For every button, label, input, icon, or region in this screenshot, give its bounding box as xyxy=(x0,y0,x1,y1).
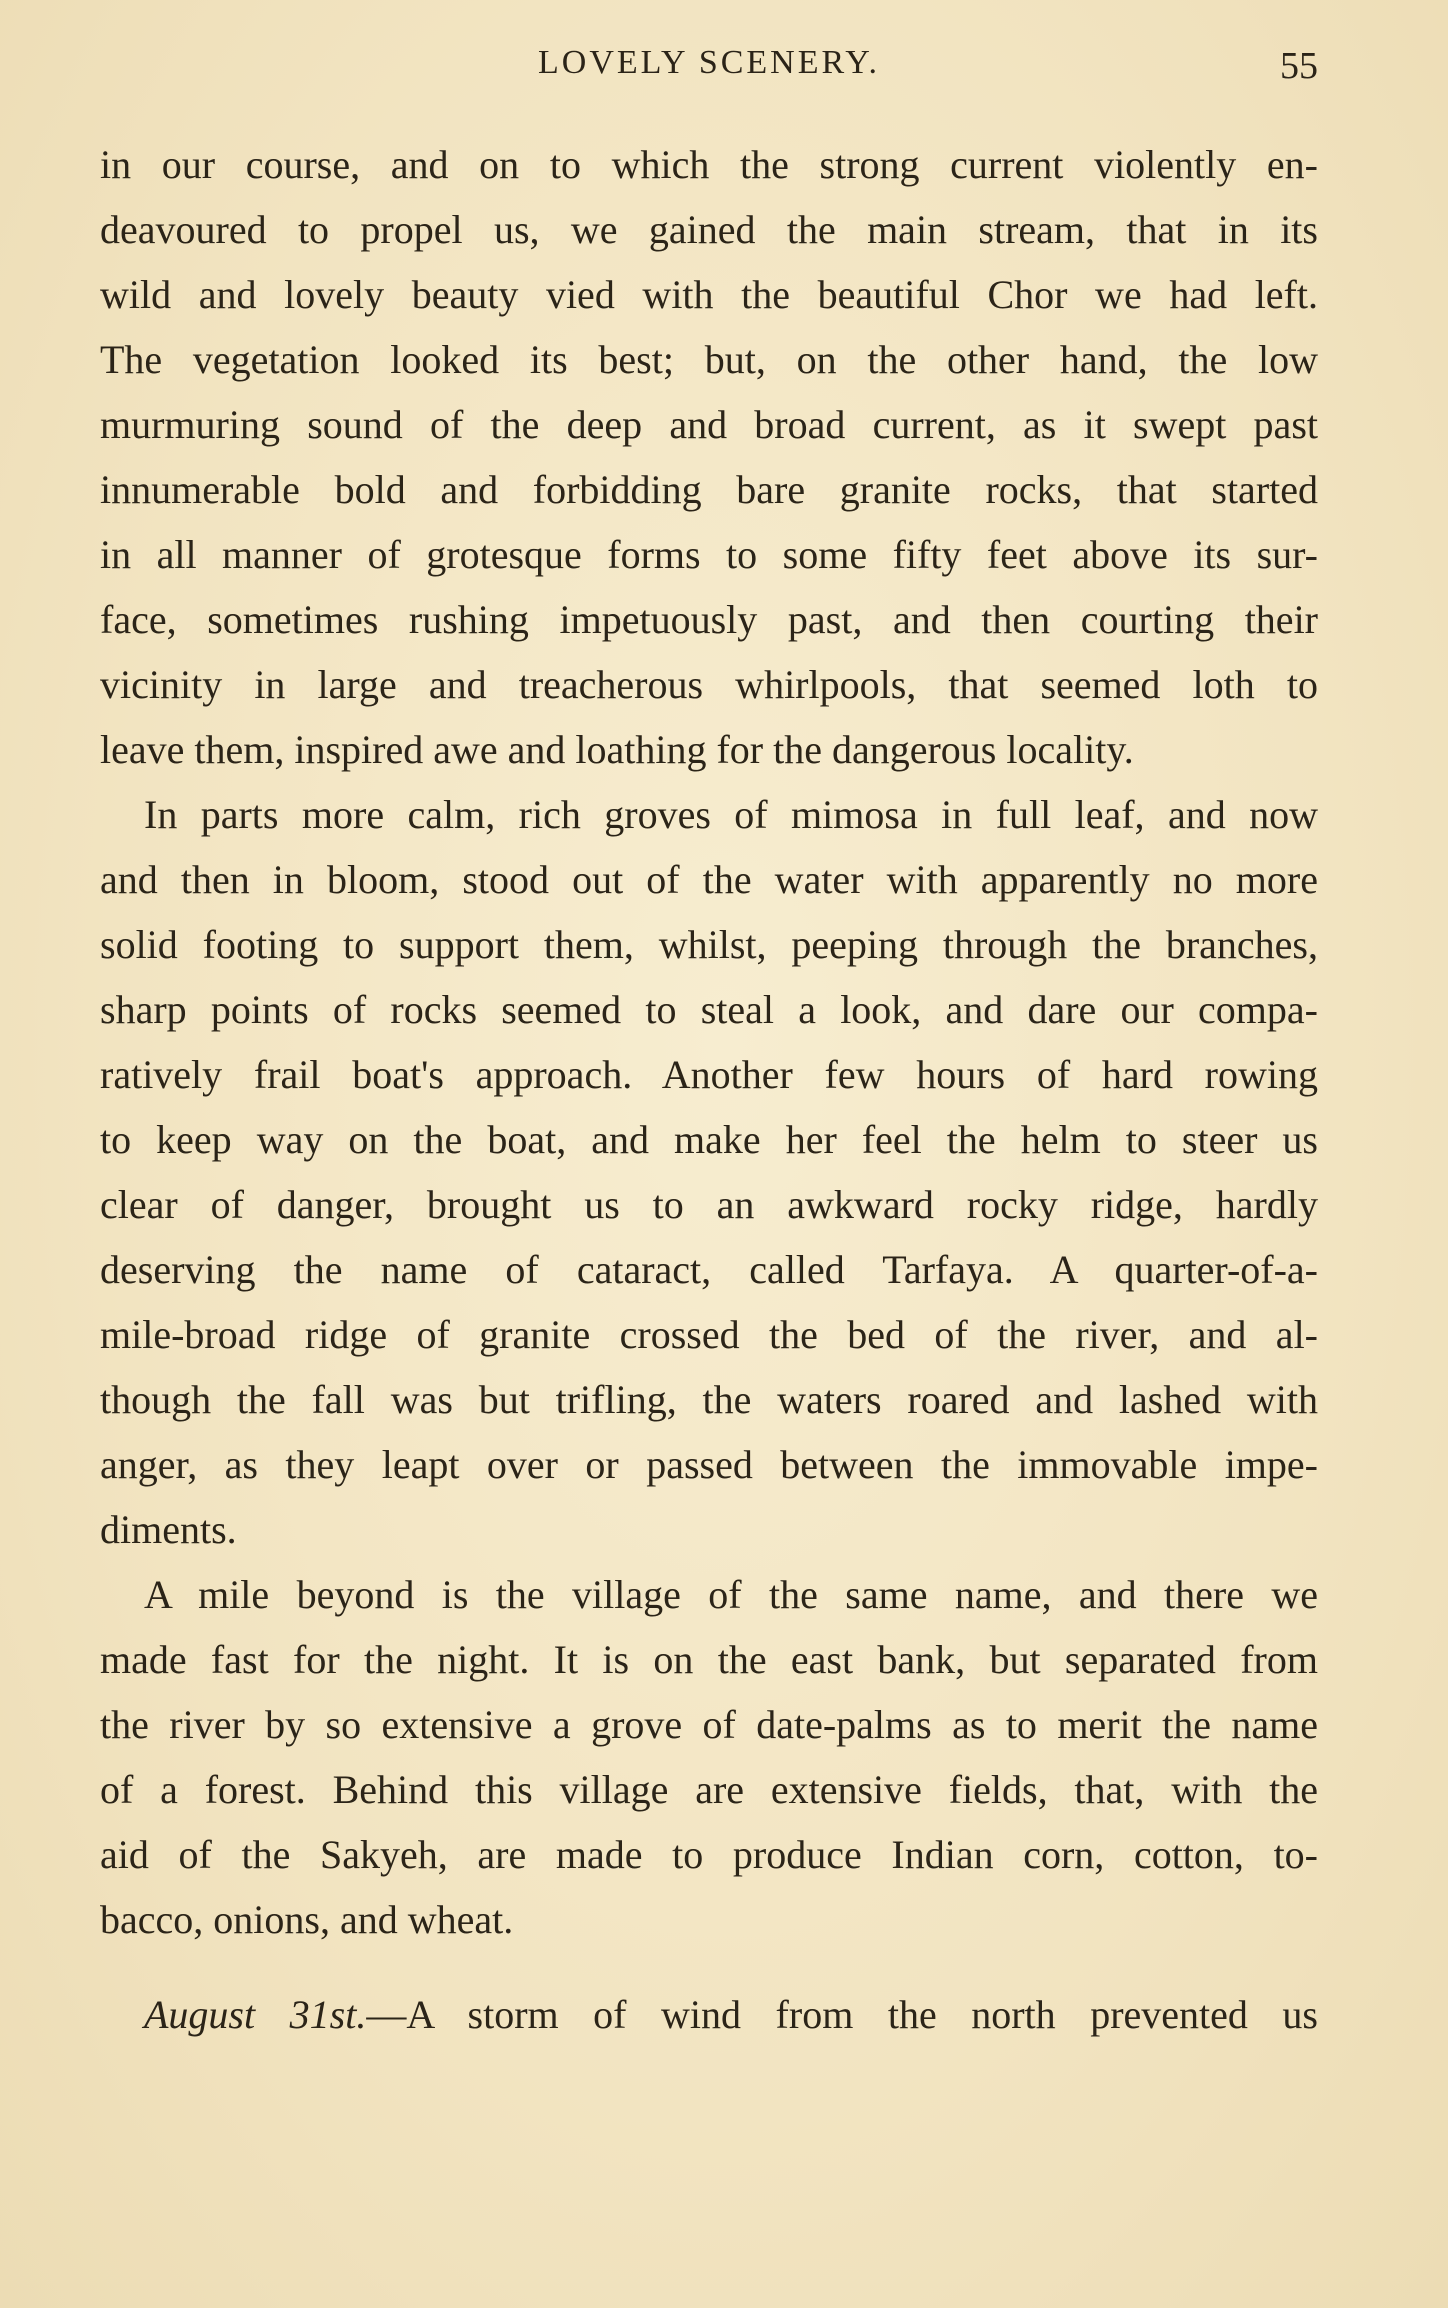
text-line: though the fall was but trifling, the waters roared and lashed with xyxy=(100,1377,1318,1422)
text-line: and then in bloom, stood out of the water with apparently no more xyxy=(100,857,1318,902)
text-line: murmuring sound of the deep and broad current, as it swept past xyxy=(100,402,1318,447)
section-gap xyxy=(100,1952,1318,1982)
body-text xyxy=(100,132,1318,2047)
text-line: clear of danger, brought us to an awkward rocky ridge, hardly xyxy=(100,1182,1318,1227)
text-line: A mile beyond is the village of the same name, and there we xyxy=(144,1572,1318,1617)
text-line: aid of the Sakyeh, are made to produce Indian corn, cotton, to- xyxy=(100,1832,1318,1877)
text-line: in our course, and on to which the strong current violently en- xyxy=(100,142,1318,187)
page-number: 55 xyxy=(1280,45,1318,87)
text-line: ratively frail boat's approach. Another few hours of hard rowing xyxy=(100,1052,1318,1097)
text-line: deserving the name of cataract, called Tarfaya. A quarter-of-a- xyxy=(100,1247,1318,1292)
diary-entry-line xyxy=(100,1982,1318,2047)
text-line: the river by so extensive a grove of date-palms as to merit the name xyxy=(100,1702,1318,1747)
text-line: to keep way on the boat, and make her feel the helm to steer us xyxy=(100,1117,1318,1162)
running-head xyxy=(100,44,1318,94)
text-line: deavoured to propel us, we gained the main stream, that in its xyxy=(100,207,1318,252)
paragraph xyxy=(100,782,1318,1562)
text-line: diments. xyxy=(100,1507,237,1552)
running-title: LOVELY SCENERY. xyxy=(538,44,880,81)
diary-text: —A storm of wind from the north prevented us xyxy=(366,1992,1318,2037)
paragraph xyxy=(100,132,1318,782)
text-line: in all manner of grotesque forms to some fifty feet above its sur- xyxy=(100,532,1318,577)
text-line: In parts more calm, rich groves of mimosa in full leaf, and now xyxy=(144,792,1318,837)
text-line: mile-broad ridge of granite crossed the bed of the river, and al- xyxy=(100,1312,1318,1357)
text-line: innumerable bold and forbidding bare granite rocks, that started xyxy=(100,467,1318,512)
text-line: anger, as they leapt over or passed between the immovable impe- xyxy=(100,1442,1318,1487)
text-line: made fast for the night. It is on the east bank, but separated from xyxy=(100,1637,1318,1682)
text-line: bacco, onions, and wheat. xyxy=(100,1897,514,1942)
text-line: solid footing to support them, whilst, peeping through the branches, xyxy=(100,922,1318,967)
text-line: leave them, inspired awe and loathing for the dangerous locality. xyxy=(100,727,1134,772)
text-line: vicinity in large and treacherous whirlpools, that seemed loth to xyxy=(100,662,1318,707)
text-line: of a forest. Behind this village are extensive fields, that, with the xyxy=(100,1767,1318,1812)
text-line: wild and lovely beauty vied with the beautiful Chor we had left. xyxy=(100,272,1318,317)
text-line: The vegetation looked its best; but, on the other hand, the low xyxy=(100,337,1318,382)
text-line: sharp points of rocks seemed to steal a look, and dare our compa- xyxy=(100,987,1318,1032)
paragraph xyxy=(100,1562,1318,1952)
text-line: face, sometimes rushing impetuously past, and then courting their xyxy=(100,597,1318,642)
diary-date: August 31st. xyxy=(144,1992,367,2037)
